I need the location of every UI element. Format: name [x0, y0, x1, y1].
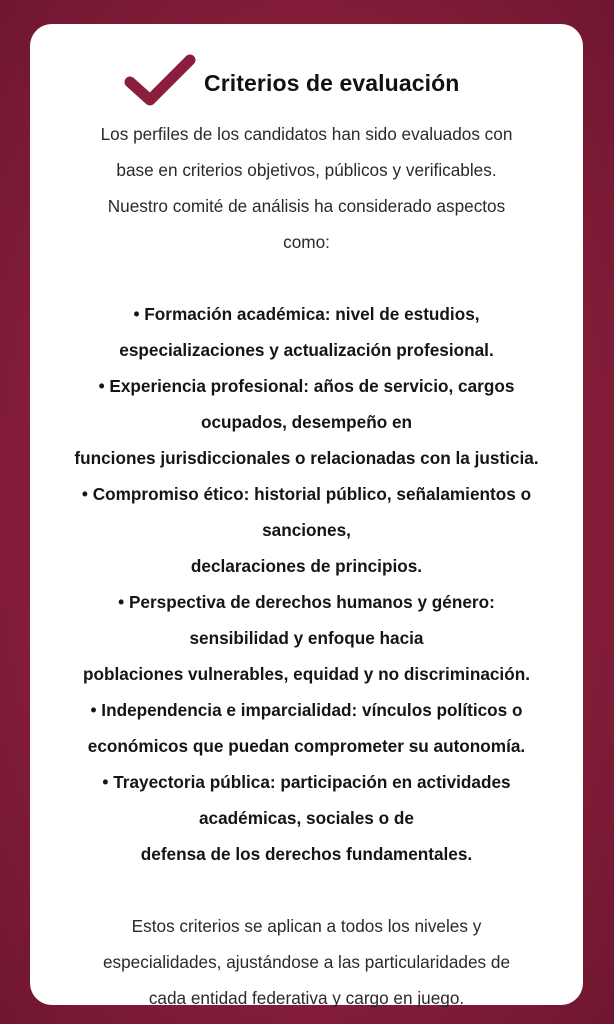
checkmark-icon — [124, 54, 196, 110]
criterion-line: académicas, sociales o de — [199, 808, 414, 828]
intro-line: como: — [283, 232, 330, 252]
criterion-perspectiva — [46, 584, 567, 692]
outro-line: especialidades, ajustándose a las particularidades de — [102, 952, 511, 972]
intro-line: Nuestro comité de análisis ha considerado aspectos — [107, 196, 506, 216]
card-body — [46, 116, 567, 1016]
criterion-formacion — [46, 296, 567, 368]
criterion-line: defensa de los derechos fundamentales. — [140, 844, 473, 864]
criterion-line: • Trayectoria pública: participación en actividades — [102, 772, 511, 792]
outro-line: cada entidad federativa y cargo en juego. — [148, 988, 465, 1008]
criterion-trayectoria — [46, 764, 567, 872]
criterion-line: declaraciones de principios. — [190, 556, 423, 576]
criteria-list — [46, 296, 567, 872]
criterion-line: • Experiencia profesional: años de servicio, cargos — [98, 376, 515, 396]
criterion-line: • Perspectiva de derechos humanos y género: — [118, 592, 495, 612]
intro-line: base en criterios objetivos, públicos y verificables. — [116, 160, 497, 180]
criterion-compromiso — [46, 476, 567, 584]
card-header — [30, 54, 583, 110]
page-title: Criterios de evaluación — [204, 70, 460, 96]
criterion-line: poblaciones vulnerables, equidad y no discriminación. — [83, 664, 530, 684]
criterion-line: sensibilidad y enfoque hacia — [189, 628, 424, 648]
intro-line: Los perfiles de los candidatos han sido evaluados con — [100, 124, 513, 144]
criterion-line: • Independencia e imparcialidad: vínculos políticos o — [90, 700, 523, 720]
criterion-line: • Formación académica: nivel de estudios, — [133, 304, 480, 324]
criterion-line: sanciones, — [262, 520, 351, 540]
criterion-line: • Compromiso ético: historial público, señalamientos o — [81, 484, 532, 504]
criterion-line: especializaciones y actualización profesional. — [119, 340, 494, 360]
closing-paragraph — [46, 908, 567, 1016]
criterion-experiencia — [46, 368, 567, 476]
criterion-line: ocupados, desempeño en — [200, 412, 413, 432]
criterion-line: funciones jurisdiccionales o relacionadas con la justicia. — [74, 448, 539, 468]
intro-paragraph — [46, 116, 567, 260]
criterion-line: económicos que puedan comprometer su autonomía. — [87, 736, 526, 756]
outro-line: Estos criterios se aplican a todos los niveles y — [131, 916, 482, 936]
content-card — [30, 24, 583, 1008]
criterion-independencia — [46, 692, 567, 764]
